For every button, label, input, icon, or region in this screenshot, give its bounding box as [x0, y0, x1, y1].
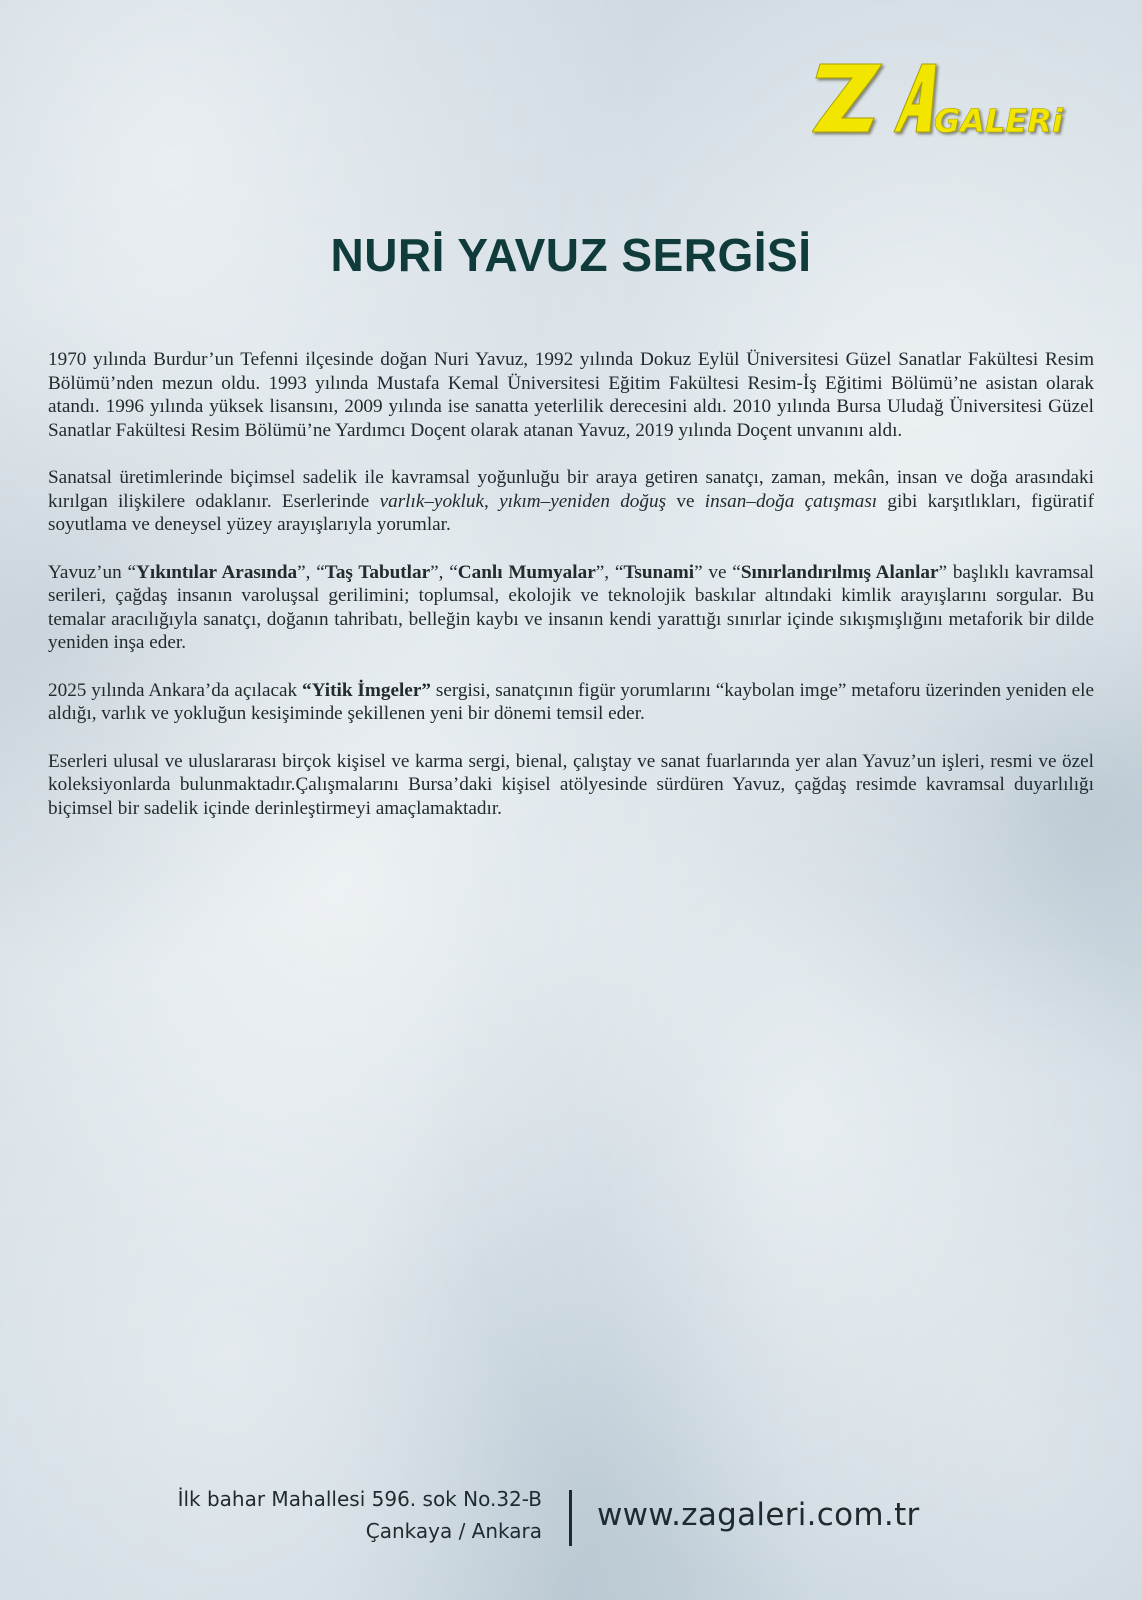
paragraph-5: Eserleri ulusal ve uluslararası birçok kişisel ve karma sergi, bienal, çalıştay ve sanat fuarlarında yer alan Yavuz’un işleri, resmi ve özel koleksiyonlarda bulunmaktadır.Çalışmalarını Bursa’daki kişisel atölyesinde sürdüren Yavuz, çağdaş resimde kavramsal duyarlılığı biçimsel bir sadelik içinde derinleştirmeyi amaçlamaktadır. [48, 750, 1094, 819]
footer-address [130, 1483, 542, 1547]
paragraph-1: 1970 yılında Burdur’un Tefenni ilçesinde doğan Nuri Yavuz, 1992 yılında Dokuz Eylül Üniversitesi Güzel Sanatlar Fakültesi Resim Bölümü’nden mezun oldu. 1993 yılında Mustafa Kemal Üniversitesi Eğitim Fakültesi Resim-İş Eğitimi Bölümü’ne asistan olarak atandı. 1996 yılında yüksek lisansını, 2009 yılında ise sanatta yeterlilik derecesini aldı. 2010 yılında Bursa Uludağ Üniversitesi Güzel Sanatlar Fakültesi Resim Bölümü’ne Yardımcı Doçent olarak atanan Yavuz, 2019 yılında Doçent unvanını aldı. [48, 349, 1094, 441]
logo-wordmark: GALERi [934, 102, 1063, 138]
biography-text [48, 348, 1094, 844]
website-link[interactable]: www.zagaleri.com.tr [597, 1497, 920, 1533]
page-title: NURİ YAVUZ SERGİSİ [330, 229, 812, 281]
paragraph-4: 2025 yılında Ankara’da açılacak “Yitik İmgeler” sergisi, sanatçının figür yorumlarını “kaybolan imge” metaforu üzerinden yeniden ele aldığı, varlık ve yokluğun kesişiminde şekillenen yeni bir dönemi temsil eder. [48, 679, 1094, 724]
footer-divider [569, 1490, 572, 1546]
paragraph-3: Yavuz’un “Yıkıntılar Arasında”, “Taş Tabutlar”, “Canlı Mumyalar”, “Tsunami” ve “Sınırlandırılmış Alanlar” başlıklı kavramsal serileri, çağdaş insanın varoluşsal gerilimini; toplumsal, ekolojik ve teknolojik baskılar altındaki kimlik arayışlarını sorgular. Bu temalar aracılığıyla sanatçı, doğanın tahribatı, belleğin kaybı ve insanın kendi yarattığı sınırlar içinde sıkışmışlığını metaforik bir dilde yeniden inşa eder. [48, 561, 1094, 653]
paragraph-2: Sanatsal üretimlerinde biçimsel sadelik ile kavramsal yoğunluğu bir araya getiren sanatçı, zaman, mekân, insan ve doğa arasındaki kırılgan ilişkilere odaklanır. Eserlerinde varlık–yokluk, yıkım–yeniden doğuş ve insan–doğa çatışması gibi karşıtlıkları, figüratif soyutlama ve deneysel yüzey arayışlarıyla yorumlar. [48, 467, 1094, 535]
zagaleri-logo [812, 58, 1082, 138]
address-line-2: Çankaya / Ankara [365, 1519, 542, 1543]
address-line-1: İlk bahar Mahallesi 596. sok No.32-B [177, 1487, 542, 1511]
